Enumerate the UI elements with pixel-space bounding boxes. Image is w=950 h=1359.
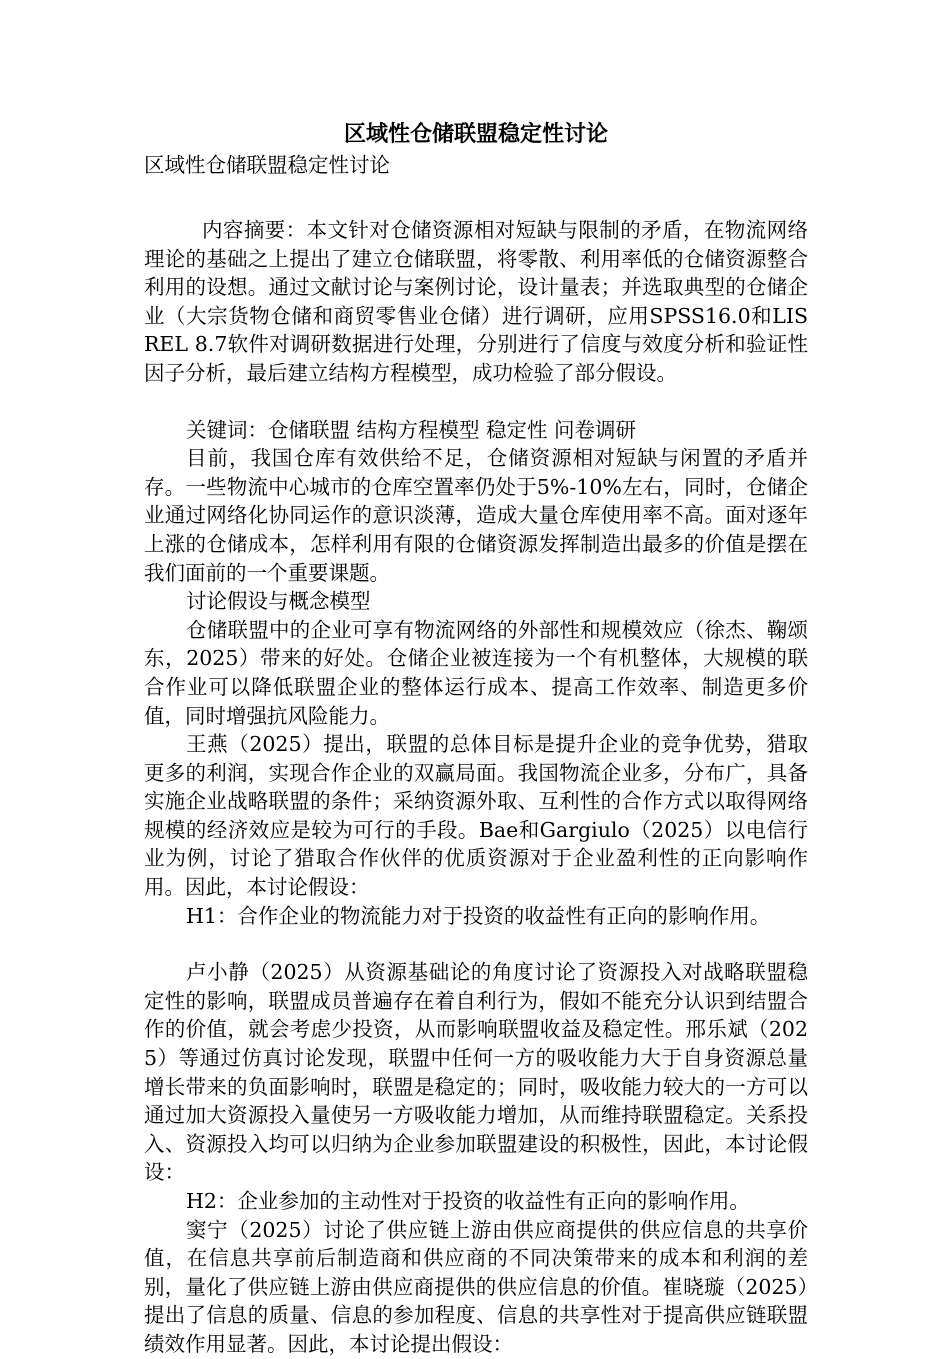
hypothesis-h1: H1：合作企业的物流能力对于投资的收益性有正向的影响作用。 [186,903,771,928]
section-heading: 讨论假设与概念模型 [186,589,371,614]
keywords-line: 关键词：仓储联盟 结构方程模型 稳定性 问卷调研 [186,417,637,442]
spacer [144,930,808,958]
body-paragraph: 目前，我国仓库有效供给不足，仓储资源相对短缺与闲置的矛盾并存。一些物流中心城市的仓库空置率仍处于5%-10%左右，同时，仓储企业通过网络化协同运作的意识淡薄，造成大量仓库使用率不高。面对逐年上涨的仓储成本，怎样利用有限的仓储资源发挥制造出最多的价值是摆在我们面前的一个重要课题。 [144,446,808,585]
document-subtitle: 区域性仓储联盟稳定性讨论 [144,153,390,177]
body-paragraph: 卢小静（2025）从资源基础论的角度讨论了资源投入对战略联盟稳定性的影响，联盟成员普遍存在着自利行为，假如不能充分认识到结盟合作的价值，就会考虑少投资，从而影响联盟收益及稳定性。邢乐斌（2025）等通过仿真讨论发现，联盟中任何一方的吸收能力大于自身资源总量增长带来的负面影响时，联盟是稳定的；同时，吸收能力较大的一方可以通过加大资源投入量使另一方吸收能力增加，从而维持联盟稳定。关系投入、资源投入均可以归纳为企业参加联盟建设的积极性，因此，本讨论假设： [144,960,808,1185]
spacer [144,388,808,416]
document-title: 区域性仓储联盟稳定性讨论 [343,121,608,147]
hypothesis-h2: H2：企业参加的主动性对于投资的收益性有正向的影响作用。 [186,1189,750,1213]
spacer [144,180,808,216]
body-paragraph: 仓储联盟中的企业可享有物流网络的外部性和规模效应（徐杰、鞠颂东，2025）带来的好处。仓储企业被连接为一个有机整体，大规模的联合作业可以降低联盟企业的整体运行成本、提高工作效率、制造更多价值，同时增强抗风险能力。 [144,617,808,728]
body-paragraph: 王燕（2025）提出，联盟的总体目标是提升企业的竞争优势，猎取更多的利润，实现合作企业的双赢局面。我国物流企业多，分布广，具备实施企业战略联盟的条件；采纳资源外取、互利性的合作方式以取得网络规模的经济效应是较为可行的手段。Bae和Gargiulo（2025）以电信行业为例，讨论了猎取合作伙伴的优质资源对于企业盈利性的正向影响作用。因此，本讨论假设： [144,732,808,900]
abstract-paragraph: 内容摘要：本文针对仓储资源相对短缺与限制的矛盾，在物流网络理论的基础之上提出了建立仓储联盟，将零散、利用率低的仓储资源整合利用的设想。通过文献讨论与案例讨论，设计量表；并选取典型的仓储企业（大宗货物仓储和商贸零售业仓储）进行调研，应用SPSS16.0和LISREL 8.7软件对调研数据进行处理，分别进行了信度与效度分析和验证性因子分析，最后建立结构方程模型，成功检验了部分假设。 [144,218,808,385]
body-paragraph: 窦宁（2025）讨论了供应链上游由供应商提供的供应信息的共享价值，在信息共享前后制造商和供应商的不同决策带来的成本和利润的差别，量化了供应链上游由供应商提供的供应信息的价值。崔晓璇（2025）提出了信息的质量、信息的参加程度、信息的共享性对于提高供应链联盟绩效作用显著。因此，本讨论提出假设： [144,1217,808,1356]
document-page [144,118,808,1359]
